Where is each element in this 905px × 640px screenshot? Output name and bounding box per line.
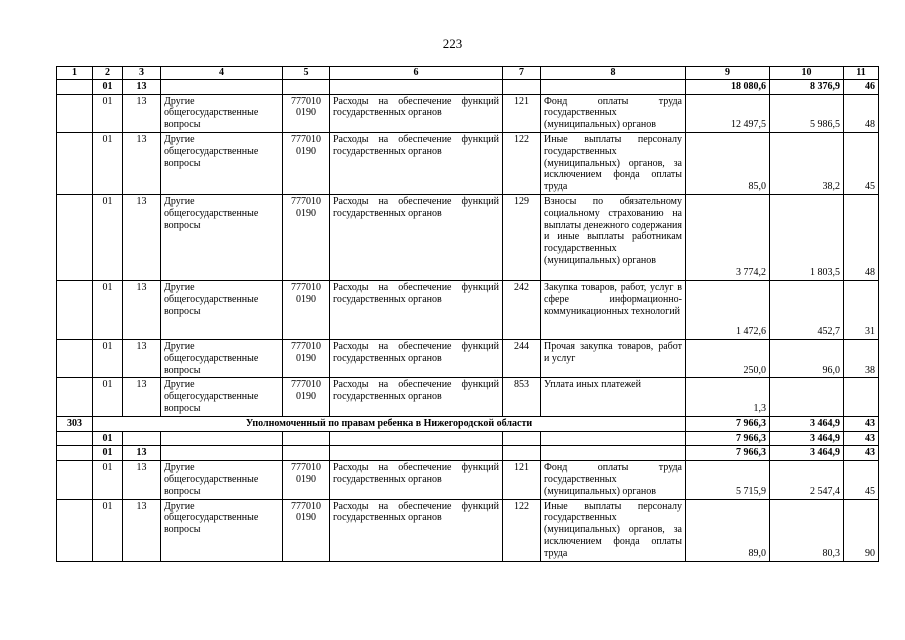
- cell-col-4: [161, 79, 283, 94]
- cell-col-2: 01: [93, 461, 123, 499]
- cell-col-3: 13: [123, 280, 161, 339]
- cell-col-7: 244: [503, 339, 541, 377]
- cell-col-1: [57, 79, 93, 94]
- table-row: [57, 339, 879, 377]
- cell-col-5: 777010 0190: [283, 339, 330, 377]
- cell-col-10: 96,0: [770, 339, 844, 377]
- cell-col-5: 777010 0190: [283, 280, 330, 339]
- table-row: [57, 280, 879, 339]
- column-header: 9: [686, 67, 770, 80]
- cell-col-2: 01: [93, 446, 123, 461]
- cell-col-4: Другие общегосударственные вопросы: [161, 194, 283, 280]
- cell-col-1: [57, 431, 93, 446]
- subtotal-row: [57, 79, 879, 94]
- cell-col-3: 13: [123, 378, 161, 416]
- cell-col-7: 121: [503, 461, 541, 499]
- cell-col-9: 1,3: [686, 378, 770, 416]
- cell-col-8: Фонд оплаты труда государственных (муниципальных) органов: [541, 461, 686, 499]
- cell-col-11: 90: [844, 499, 879, 561]
- cell-col-8: Взносы по обязательному социальному страхованию на выплаты денежного содержания и иные выплаты работникам государственных (муниципальных) органов: [541, 194, 686, 280]
- cell-col-4: Другие общегосударственные вопросы: [161, 94, 283, 132]
- header-row: [57, 67, 879, 80]
- cell-col-5: [283, 79, 330, 94]
- cell-col-7: 121: [503, 94, 541, 132]
- cell-col-11: 31: [844, 280, 879, 339]
- cell-col-10: 2 547,4: [770, 461, 844, 499]
- cell-col-11: 48: [844, 94, 879, 132]
- cell-col-8: Иные выплаты персоналу государственных (муниципальных) органов, за исключением фонда оплаты труда: [541, 132, 686, 194]
- cell-col-3: 13: [123, 94, 161, 132]
- cell-col-10: 1 803,5: [770, 194, 844, 280]
- cell-col-3: 13: [123, 339, 161, 377]
- column-header: 4: [161, 67, 283, 80]
- cell-col-10: 38,2: [770, 132, 844, 194]
- cell-col-6: Расходы на обеспечение функций государственных органов: [330, 132, 503, 194]
- cell-col-8: [541, 446, 686, 461]
- cell-col-10: 3 464,9: [770, 416, 844, 431]
- table-row: [57, 461, 879, 499]
- column-header: 7: [503, 67, 541, 80]
- cell-col-9: 18 080,6: [686, 79, 770, 94]
- cell-col-11: 48: [844, 194, 879, 280]
- cell-col-6: Расходы на обеспечение функций государственных органов: [330, 499, 503, 561]
- cell-col-9: 89,0: [686, 499, 770, 561]
- cell-col-4: Другие общегосударственные вопросы: [161, 378, 283, 416]
- cell-col-7: [503, 79, 541, 94]
- cell-col-8: [541, 79, 686, 94]
- cell-col-1: [57, 378, 93, 416]
- cell-col-2: 01: [93, 94, 123, 132]
- cell-col-7: 129: [503, 194, 541, 280]
- column-header: 5: [283, 67, 330, 80]
- cell-col-2: 01: [93, 194, 123, 280]
- cell-col-6: Расходы на обеспечение функций государственных органов: [330, 339, 503, 377]
- table-row: [57, 194, 879, 280]
- cell-col-1: [57, 499, 93, 561]
- cell-col-10: [770, 378, 844, 416]
- cell-col-10: 3 464,9: [770, 431, 844, 446]
- subtotal-row: [57, 446, 879, 461]
- subtotal-row: [57, 431, 879, 446]
- cell-col-10: 5 986,5: [770, 94, 844, 132]
- cell-col-5: [283, 431, 330, 446]
- cell-col-3: 13: [123, 194, 161, 280]
- cell-col-10: 452,7: [770, 280, 844, 339]
- cell-col-11: 46: [844, 79, 879, 94]
- cell-col-11: 43: [844, 416, 879, 431]
- cell-col-5: 777010 0190: [283, 132, 330, 194]
- cell-col-3: 13: [123, 132, 161, 194]
- cell-col-1: [57, 446, 93, 461]
- table-row: [57, 378, 879, 416]
- cell-col-11: 38: [844, 339, 879, 377]
- cell-col-6: Расходы на обеспечение функций государственных органов: [330, 194, 503, 280]
- cell-col-9: 12 497,5: [686, 94, 770, 132]
- cell-col-2: 01: [93, 280, 123, 339]
- cell-col-10: 80,3: [770, 499, 844, 561]
- cell-col-8: Иные выплаты персоналу государственных (муниципальных) органов, за исключением фонда оплаты труда: [541, 499, 686, 561]
- cell-col-5: 777010 0190: [283, 194, 330, 280]
- cell-col-9: 7 966,3: [686, 416, 770, 431]
- cell-col-2: 01: [93, 378, 123, 416]
- cell-col-8: Фонд оплаты труда государственных (муниципальных) органов: [541, 94, 686, 132]
- cell-col-2: 01: [93, 431, 123, 446]
- cell-col-11: [844, 378, 879, 416]
- column-header: 8: [541, 67, 686, 80]
- column-header: 10: [770, 67, 844, 80]
- cell-col-9: 1 472,6: [686, 280, 770, 339]
- cell-col-9: 250,0: [686, 339, 770, 377]
- cell-col-5: 777010 0190: [283, 94, 330, 132]
- cell-col-7: [503, 431, 541, 446]
- cell-col-5: [283, 446, 330, 461]
- cell-col-2: 01: [93, 499, 123, 561]
- cell-col-5: 777010 0190: [283, 461, 330, 499]
- cell-col-7: 122: [503, 499, 541, 561]
- table-row: [57, 132, 879, 194]
- cell-col-2: 01: [93, 132, 123, 194]
- cell-col-8: Закупка товаров, работ, услуг в сфере информационно-коммуникационных технологий: [541, 280, 686, 339]
- cell-col-9: 85,0: [686, 132, 770, 194]
- cell-col-1: [57, 280, 93, 339]
- cell-col-7: 122: [503, 132, 541, 194]
- cell-col-6: Расходы на обеспечение функций государственных органов: [330, 280, 503, 339]
- cell-col-7: 853: [503, 378, 541, 416]
- cell-col-10: 8 376,9: [770, 79, 844, 94]
- cell-col-9: 5 715,9: [686, 461, 770, 499]
- cell-col-9: 3 774,2: [686, 194, 770, 280]
- cell-col-8: Прочая закупка товаров, работ и услуг: [541, 339, 686, 377]
- table-row: [57, 94, 879, 132]
- table-row: [57, 499, 879, 561]
- cell-col-6: [330, 446, 503, 461]
- cell-col-2: 01: [93, 339, 123, 377]
- cell-col-9: 7 966,3: [686, 431, 770, 446]
- page-number: 223: [442, 36, 463, 51]
- cell-col-6: [330, 79, 503, 94]
- cell-col-4: Другие общегосударственные вопросы: [161, 132, 283, 194]
- cell-col-3: 13: [123, 446, 161, 461]
- column-header: 6: [330, 67, 503, 80]
- cell-col-11: 45: [844, 132, 879, 194]
- column-header: 1: [57, 67, 93, 80]
- cell-col-1: [57, 132, 93, 194]
- cell-col-3: 13: [123, 499, 161, 561]
- cell-col-6: Расходы на обеспечение функций государственных органов: [330, 94, 503, 132]
- column-header: 3: [123, 67, 161, 80]
- cell-col-6: Расходы на обеспечение функций государственных органов: [330, 461, 503, 499]
- cell-col-11: 43: [844, 431, 879, 446]
- cell-col-4: [161, 431, 283, 446]
- cell-col-11: 43: [844, 446, 879, 461]
- cell-col-6: Расходы на обеспечение функций государственных органов: [330, 378, 503, 416]
- cell-col-10: 3 464,9: [770, 446, 844, 461]
- cell-col-1: 303: [57, 416, 93, 431]
- budget-table: [56, 66, 879, 562]
- section-title: Уполномоченный по правам ребенка в Нижегородской области: [93, 416, 686, 431]
- section-row: [57, 416, 879, 431]
- cell-col-6: [330, 431, 503, 446]
- cell-col-8: [541, 431, 686, 446]
- cell-col-1: [57, 461, 93, 499]
- cell-col-7: [503, 446, 541, 461]
- cell-col-2: 01: [93, 79, 123, 94]
- cell-col-7: 242: [503, 280, 541, 339]
- cell-col-9: 7 966,3: [686, 446, 770, 461]
- cell-col-11: 45: [844, 461, 879, 499]
- column-header: 2: [93, 67, 123, 80]
- cell-col-4: Другие общегосударственные вопросы: [161, 339, 283, 377]
- cell-col-8: Уплата иных платежей: [541, 378, 686, 416]
- cell-col-1: [57, 339, 93, 377]
- cell-col-4: Другие общегосударственные вопросы: [161, 499, 283, 561]
- cell-col-3: 13: [123, 461, 161, 499]
- cell-col-5: 777010 0190: [283, 499, 330, 561]
- cell-col-3: [123, 431, 161, 446]
- cell-col-1: [57, 94, 93, 132]
- cell-col-4: [161, 446, 283, 461]
- cell-col-5: 777010 0190: [283, 378, 330, 416]
- cell-col-4: Другие общегосударственные вопросы: [161, 280, 283, 339]
- cell-col-1: [57, 194, 93, 280]
- cell-col-3: 13: [123, 79, 161, 94]
- cell-col-4: Другие общегосударственные вопросы: [161, 461, 283, 499]
- column-header: 11: [844, 67, 879, 80]
